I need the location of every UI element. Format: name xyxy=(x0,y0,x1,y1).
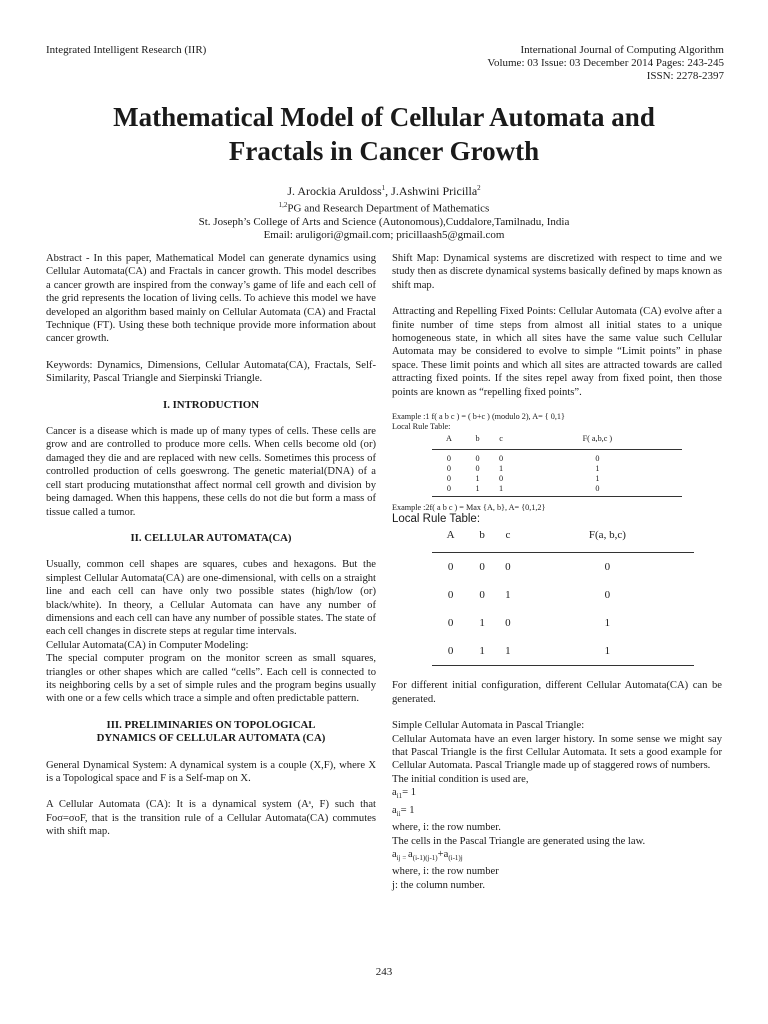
equation-a-i1 xyxy=(392,786,722,804)
table-cell: 1 xyxy=(604,616,611,629)
affiliation-dept xyxy=(0,199,768,216)
author-1-sup: 1 xyxy=(381,184,386,192)
table-cell: 0 xyxy=(447,588,454,601)
table-cell: 0 xyxy=(513,484,682,497)
table-header: A xyxy=(432,527,469,553)
journal-issn: ISSN: 2278-2397 xyxy=(646,70,724,82)
table-header: b xyxy=(466,432,489,450)
section-heading-introduction: I. INTRODUCTION xyxy=(163,398,259,411)
table-cell: 1 xyxy=(469,637,495,666)
affiliation-college: St. Joseph’s College of Arts and Science (Autonomous),Cuddalore,Tamilnadu, India xyxy=(198,215,570,228)
table-cell: 1 xyxy=(521,637,694,666)
section-heading-cellular-automata: II. CELLULAR AUTOMATA(CA) xyxy=(130,531,292,544)
table-cell: 0 xyxy=(604,560,611,573)
table-header: F( a,b,c ) xyxy=(513,432,682,450)
left-column xyxy=(46,252,376,839)
preliminaries-line-2: DYNAMICS OF CELLULAR AUTOMATA (CA) xyxy=(96,732,326,745)
table-cell: 1 xyxy=(595,474,600,484)
table-cell: 0 xyxy=(505,616,511,629)
table-cell: 0 xyxy=(475,464,480,474)
affiliation-dept-text: PG and Research Department of Mathematics xyxy=(287,202,490,215)
table-row xyxy=(432,553,694,582)
abstract: Abstract - In this paper, Mathematical Model can generate dynamics using Cellular Automata(CA) and Fractals in cancer growth. This model describes a cancer growth are inspired from the conway’s game of life and each cell of the grid represents the location of living cells. To achieve this model we have developed an algorithm based mainly on Cellular Automata (CA) and Fractal Technique (FT). Using these both technique provide more information about cancer growth. xyxy=(46,253,376,345)
author-sep: , xyxy=(385,184,392,198)
table-cell: 1 xyxy=(505,588,511,601)
table-header: c xyxy=(489,432,512,450)
eq-var: a xyxy=(392,848,397,860)
ca-text: Usually, common cell shapes are squares, cubes and hexagons. But the simplest Cellular Automata(CA) are one-dimensional, with cells on a straight line and each cell can have only two possible states (high/low (or) black/white). In theory, a Cellular Automata can have any number of dimensions and each cell can have any number of possible states. The state of each cell changes in discrete steps at regular time intervals. xyxy=(46,559,376,638)
pascal-subheading: Simple Cellular Automata in Pascal Triangle: xyxy=(392,720,585,732)
eq-sub: ii xyxy=(396,809,401,818)
shift-map-text: Shift Map: Dynamical systems are discretized with respect to time and we study then as discrete dynamical systems basically defined by maps known as shift map. xyxy=(392,253,722,291)
table-cell: 0 xyxy=(447,560,454,573)
table-cell: 0 xyxy=(432,637,469,666)
equation-a-ii xyxy=(392,804,722,822)
table-cell: 0 xyxy=(447,616,454,629)
page-number: 243 xyxy=(375,966,393,978)
table-cell: 1 xyxy=(595,464,600,474)
eq-sub: ij = xyxy=(396,854,409,863)
equation-pascal-law xyxy=(392,848,722,866)
table-cell: 0 xyxy=(446,454,451,464)
general-dynamical-system: General Dynamical System: A dynamical system is a couple (X,F), where X is a Topological space and F is a Self-map on X. xyxy=(46,759,376,784)
table-cell: 1 xyxy=(475,474,480,484)
cellular-automata-definition: A Cellular Automata (CA): It is a dynamical system (Aˢ, F) such that Fοσ=σοF, that is the transition rule of a Cellular Automata(CA) commutes with shift map. xyxy=(46,799,376,838)
table-header: b xyxy=(469,527,495,553)
table-cell: 0 xyxy=(432,484,466,497)
title-line-1: Mathematical Model of Cellular Automata and xyxy=(113,102,655,132)
title-line-2: Fractals in Cancer Growth xyxy=(228,136,540,166)
journal-volume: Volume: 03 Issue: 03 December 2014 Pages: 243-245 xyxy=(487,57,724,69)
table-cell: 1 xyxy=(495,637,521,666)
where-row: where, i: the row number. xyxy=(392,822,501,834)
journal-publisher: Integrated Intelligent Research (IIR) xyxy=(46,44,207,56)
pascal-text: Cellular Automata have an even larger history. In some sense we might say that Pascal Triangle is the first Cellular Automata. It sets a good example for Cellular Automata. Pascal Triangle made up of staggered rows of numbers. xyxy=(392,733,722,772)
local-rule-table-1 xyxy=(432,432,682,497)
example-2-caption: Local Rule Table: xyxy=(392,513,481,526)
eq-sub: (i-1)(j-1) xyxy=(412,854,438,863)
author-2: J.Ashwini Pricilla xyxy=(391,184,478,198)
table-row xyxy=(432,484,682,497)
table-cell: 0 xyxy=(498,474,504,484)
author-email: Email: aruligori@gmail.com; pricillaash5@gmail.com xyxy=(263,228,505,241)
local-rule-table-2 xyxy=(432,527,694,666)
eq-var: a xyxy=(392,804,397,816)
table-cell: 0 xyxy=(604,588,611,601)
preliminaries-line-1: III. PRELIMINARIES ON TOPOLOGICAL xyxy=(106,718,316,731)
table-row xyxy=(432,464,682,474)
table-cell: 0 xyxy=(498,454,504,464)
table-row xyxy=(432,581,694,609)
table-header-row xyxy=(432,527,694,553)
introduction-text: Cancer is a disease which is made up of many types of cells. These cells are grow and are controlled to produce more cells. When cells become old (or) damaged they die and are replaced with new cells. Sometimes this process of controlled production of cells goeswrong. The genetic material(DNA) of a cell start producing mutationsthat affect normal cell growth and division by being damaged. When this happens, these cells do not die but form a mass of tissue called a tumor. xyxy=(46,426,376,518)
table-row xyxy=(432,637,694,666)
section-heading-preliminaries xyxy=(46,719,376,746)
table-header: c xyxy=(495,527,521,553)
where-j: j: the column number. xyxy=(392,879,485,891)
table-cell: 0 xyxy=(505,560,511,573)
eq-sub: (i-1)j xyxy=(448,854,463,863)
table-cell: 0 xyxy=(446,474,451,484)
eq-var: a xyxy=(392,787,397,799)
table-header: A xyxy=(432,432,466,450)
pascal-law: The cells in the Pascal Triangle are generated using the law. xyxy=(392,835,646,847)
example-1: Example :1 f( a b c ) = ( b+c ) (modulo 2), A= { 0,1} xyxy=(392,412,565,422)
author-2-sup: 2 xyxy=(477,184,481,192)
table-cell: 0 xyxy=(595,454,600,464)
author-block xyxy=(0,181,768,242)
table-cell: 1 xyxy=(479,616,485,629)
table-cell: 0 xyxy=(446,464,451,474)
journal-info xyxy=(487,44,724,83)
table-cell: 0 xyxy=(479,560,485,573)
table-row xyxy=(432,609,694,637)
eq-rhs: = 1 xyxy=(402,787,417,799)
where-i: where, i: the row number xyxy=(392,866,499,878)
table-row xyxy=(432,474,682,484)
eq-var: a xyxy=(408,848,413,860)
table-row xyxy=(432,450,682,465)
right-column xyxy=(392,252,722,892)
keywords: Keywords: Dynamics, Dimensions, Cellular Automata(CA), Fractals, Self-Similarity, Pascal Triangle and Sierpinski Triangle. xyxy=(46,359,376,385)
different-initial-configuration: For different initial configuration, different Cellular Automata(CA) can be generated. xyxy=(392,680,722,705)
table-cell: 0 xyxy=(479,588,485,601)
eq-plus: +a xyxy=(437,848,449,860)
table-cell: 1 xyxy=(498,464,504,474)
initial-condition: The initial condition is used are, xyxy=(392,773,529,785)
example-1-caption: Local Rule Table: xyxy=(392,422,451,432)
affiliation-sup: 1,2 xyxy=(278,201,288,209)
journal-name: International Journal of Computing Algorithm xyxy=(520,44,724,56)
fixed-points-text: Attracting and Repelling Fixed Points: Cellular Automata (CA) evolve after a finite number of time steps from almost all initial states to a unique homogeneous state, in which all sites have the same value such Cellular Automata may be considered to evolve to simple “Limit points” in phase space. These limit points and which all sites are attracted towards are called attracting fixed points. If the sites repel away from fixed point, then those points are known as “repelling fixed points”. xyxy=(392,306,722,398)
table-cell: 0 xyxy=(475,454,480,464)
ca-modeling-text: The special computer program on the monitor screen as small squares, triangles or other shapes which are called “cells”. Each cell is connected to its neighboring cells by a set of simple rules and the program begins usually with one or a few cells which trace a simple and often predictable pattern. xyxy=(46,653,376,705)
eq-rhs: = 1 xyxy=(400,804,415,816)
ca-modeling-subheading: Cellular Automata(CA) in Computer Modeling: xyxy=(46,639,249,651)
eq-sub: i1 xyxy=(396,792,403,801)
paper-title xyxy=(30,100,738,168)
table-header: F(a, b,c) xyxy=(521,527,694,553)
table-cell: 1 xyxy=(489,484,512,497)
author-names xyxy=(0,181,768,199)
author-1: J. Arockia Aruldoss xyxy=(287,184,382,198)
example-2: Example :2f( a b c ) = Max {A, b}, A= {0,1,2} xyxy=(392,503,546,513)
table-cell: 1 xyxy=(466,484,489,497)
table-header-row xyxy=(432,432,682,450)
